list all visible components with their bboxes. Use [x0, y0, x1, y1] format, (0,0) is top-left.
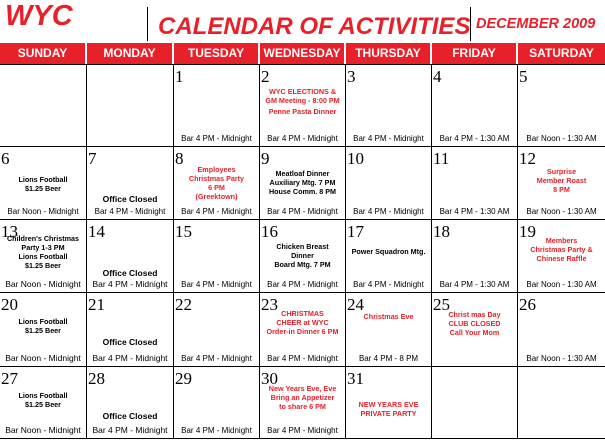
- day-number: 1: [175, 67, 184, 86]
- day-cell: [0, 147, 87, 220]
- day-cell: [346, 65, 432, 147]
- bar-hours: Bar Noon - 1:30 AM: [526, 207, 597, 216]
- bar-hours: Bar 4 PM - Midnight: [92, 353, 168, 363]
- day-cell: [87, 367, 174, 439]
- day-number: 26: [519, 295, 536, 314]
- event-note: Meatloaf Dinner Auxiliary Mtg. 7 PM House Comm. 8 PM: [268, 169, 337, 196]
- day-cell: [260, 367, 346, 439]
- event-note: Lions Football $1.25 Beer: [18, 175, 68, 193]
- day-number: 13: [1, 222, 18, 241]
- office-closed-note: Office Closed: [102, 337, 158, 347]
- bar-hours: Bar 4 PM - 8 PM: [358, 354, 419, 363]
- bar-hours: Bar 4 PM - Midnight: [181, 280, 252, 289]
- bar-hours: Bar 4 PM - Midnight: [181, 134, 252, 143]
- day-number: 2: [261, 67, 270, 86]
- day-cell: [87, 147, 174, 220]
- day-cell: [260, 293, 346, 367]
- day-number: 7: [88, 149, 97, 168]
- day-number: 21: [88, 295, 105, 314]
- header-divider: [147, 7, 148, 41]
- day-cell: [87, 65, 174, 147]
- bar-hours: Bar Noon - Midnight: [5, 279, 81, 289]
- day-cell: [432, 293, 518, 367]
- event-note: Power Squadron Mtg.: [351, 247, 426, 256]
- day-cell: [346, 147, 432, 220]
- day-number: 3: [347, 67, 356, 86]
- bar-hours: Bar 4 PM - Midnight: [267, 426, 338, 435]
- day-number: 31: [347, 369, 364, 388]
- day-number: 14: [88, 222, 105, 241]
- event-note: Penne Pasta Dinner: [268, 107, 337, 116]
- day-cell: [87, 293, 174, 367]
- weekday-monday: MONDAY: [87, 43, 174, 64]
- day-cell: [518, 147, 605, 220]
- event-note: NEW YEARS EVE PRIVATE PARTY: [358, 400, 419, 418]
- day-number: 30: [261, 369, 278, 388]
- day-cell: [518, 293, 605, 367]
- weekday-saturday: SATURDAY: [518, 43, 605, 64]
- office-closed-note: Office Closed: [102, 194, 158, 204]
- bar-hours: Bar 4 PM - Midnight: [181, 207, 252, 216]
- day-number: 28: [88, 369, 105, 388]
- header-divider: [470, 7, 471, 41]
- day-cell: [0, 65, 87, 147]
- day-number: 12: [519, 149, 536, 168]
- day-cell: [346, 293, 432, 367]
- bar-hours: Bar Noon - Midnight: [7, 207, 79, 216]
- day-number: 10: [347, 149, 364, 168]
- day-number: 20: [1, 295, 18, 314]
- day-cell: [174, 147, 260, 220]
- weekday-tuesday: TUESDAY: [174, 43, 260, 64]
- day-cell: [432, 367, 518, 439]
- day-number: 17: [347, 222, 364, 241]
- bar-hours: Bar 4 PM - Midnight: [353, 280, 424, 289]
- day-number: 6: [1, 149, 10, 168]
- day-cell: [260, 220, 346, 293]
- event-note: WYC ELECTIONS & GM Meeting - 8:00 PM: [265, 87, 340, 105]
- bar-hours: Bar 4 PM - Midnight: [267, 354, 338, 363]
- day-cell: [346, 220, 432, 293]
- bar-hours: Bar 4 PM - Midnight: [181, 426, 252, 435]
- bar-hours: Bar Noon - 1:30 AM: [526, 134, 597, 143]
- bar-hours: Bar 4 PM - Midnight: [353, 134, 424, 143]
- day-cell: [432, 65, 518, 147]
- event-note: Lions Football $1.25 Beer: [18, 317, 68, 335]
- day-number: 16: [261, 222, 278, 241]
- day-number: 27: [1, 369, 18, 388]
- event-note: Members Christmas Party & Chinese Raffle: [530, 236, 593, 263]
- weekday-friday: FRIDAY: [432, 43, 518, 64]
- day-cell: [260, 65, 346, 147]
- day-cell: [0, 293, 87, 367]
- event-note: Christmas Eve: [363, 312, 414, 321]
- day-cell: [174, 293, 260, 367]
- day-number: 4: [433, 67, 442, 86]
- bar-hours: Bar 4 PM - 1:30 AM: [439, 280, 510, 289]
- calendar-title: CALENDAR OF ACTIVITIES: [158, 13, 471, 40]
- day-cell: [346, 367, 432, 439]
- bar-hours: Bar 4 PM - Midnight: [92, 425, 168, 435]
- event-note: Employees Christmas Party 6 PM (Greektown): [188, 165, 245, 201]
- bar-hours: Bar Noon - Midnight: [5, 353, 81, 363]
- day-number: 25: [433, 295, 450, 314]
- bar-hours: Bar Noon - 1:30 AM: [526, 354, 597, 363]
- weekday-header-row: [0, 42, 605, 64]
- bar-hours: Bar 4 PM - 1:30 AM: [439, 207, 510, 216]
- office-closed-note: Office Closed: [102, 268, 158, 278]
- bar-hours: Bar Noon - Midnight: [5, 425, 81, 435]
- event-note: CHRISTMAS CHEER at WYC Order-in Dinner 6 PM: [266, 309, 339, 336]
- day-number: 24: [347, 295, 364, 314]
- club-logo: WYC: [5, 0, 73, 32]
- day-cell: [174, 367, 260, 439]
- event-note: Chicken Breast Dinner Board Mtg. 7 PM: [274, 242, 331, 269]
- calendar-header: [0, 0, 605, 42]
- bar-hours: Bar 4 PM - 1:30 AM: [439, 134, 510, 143]
- weekday-sunday: SUNDAY: [0, 43, 87, 64]
- bar-hours: Bar 4 PM - Midnight: [353, 207, 424, 216]
- day-cell: [174, 220, 260, 293]
- weekday-wednesday: WEDNESDAY: [260, 43, 346, 64]
- event-note: Lions Football $1.25 Beer: [18, 391, 68, 409]
- weekday-thursday: THURSDAY: [346, 43, 432, 64]
- calendar-grid: [0, 64, 605, 446]
- day-number: 23: [261, 295, 278, 314]
- day-cell: [432, 147, 518, 220]
- day-number: 29: [175, 369, 192, 388]
- office-closed-note: Office Closed: [102, 411, 158, 421]
- day-cell: [87, 220, 174, 293]
- day-number: 5: [519, 67, 528, 86]
- day-number: 8: [175, 149, 184, 168]
- day-number: 11: [433, 149, 450, 168]
- day-number: 9: [261, 149, 270, 168]
- bar-hours: Bar 4 PM - Midnight: [181, 354, 252, 363]
- day-cell: [174, 65, 260, 147]
- day-number: 15: [175, 222, 192, 241]
- event-note: Christ mas Day CLUB CLOSED Call Your Mom: [448, 310, 501, 337]
- bar-hours: Bar Noon - 1:30 AM: [526, 280, 597, 289]
- bar-hours: Bar 4 PM - Midnight: [267, 280, 338, 289]
- day-cell: [518, 367, 605, 439]
- event-note: New Years Eve, Eve Bring an Appetizer to share 6 PM: [268, 384, 337, 411]
- day-number: 18: [433, 222, 450, 241]
- bar-hours: Bar 4 PM - Midnight: [92, 279, 168, 289]
- bar-hours: Bar 4 PM - Midnight: [267, 207, 338, 216]
- bar-hours: Bar 4 PM - Midnight: [94, 207, 166, 216]
- day-cell: [0, 220, 87, 293]
- day-cell: [260, 147, 346, 220]
- day-cell: [518, 65, 605, 147]
- day-number: 19: [519, 222, 536, 241]
- bar-hours: Bar 4 PM - Midnight: [267, 134, 338, 143]
- day-cell: [0, 367, 87, 439]
- day-number: 22: [175, 295, 192, 314]
- month-year: DECEMBER 2009: [476, 16, 596, 32]
- day-cell: [432, 220, 518, 293]
- day-cell: [518, 220, 605, 293]
- event-note: Children's Christmas Party 1-3 PM Lions Football $1.25 Beer: [6, 234, 79, 270]
- event-note: Surprise Member Roast 8 PM: [536, 167, 587, 194]
